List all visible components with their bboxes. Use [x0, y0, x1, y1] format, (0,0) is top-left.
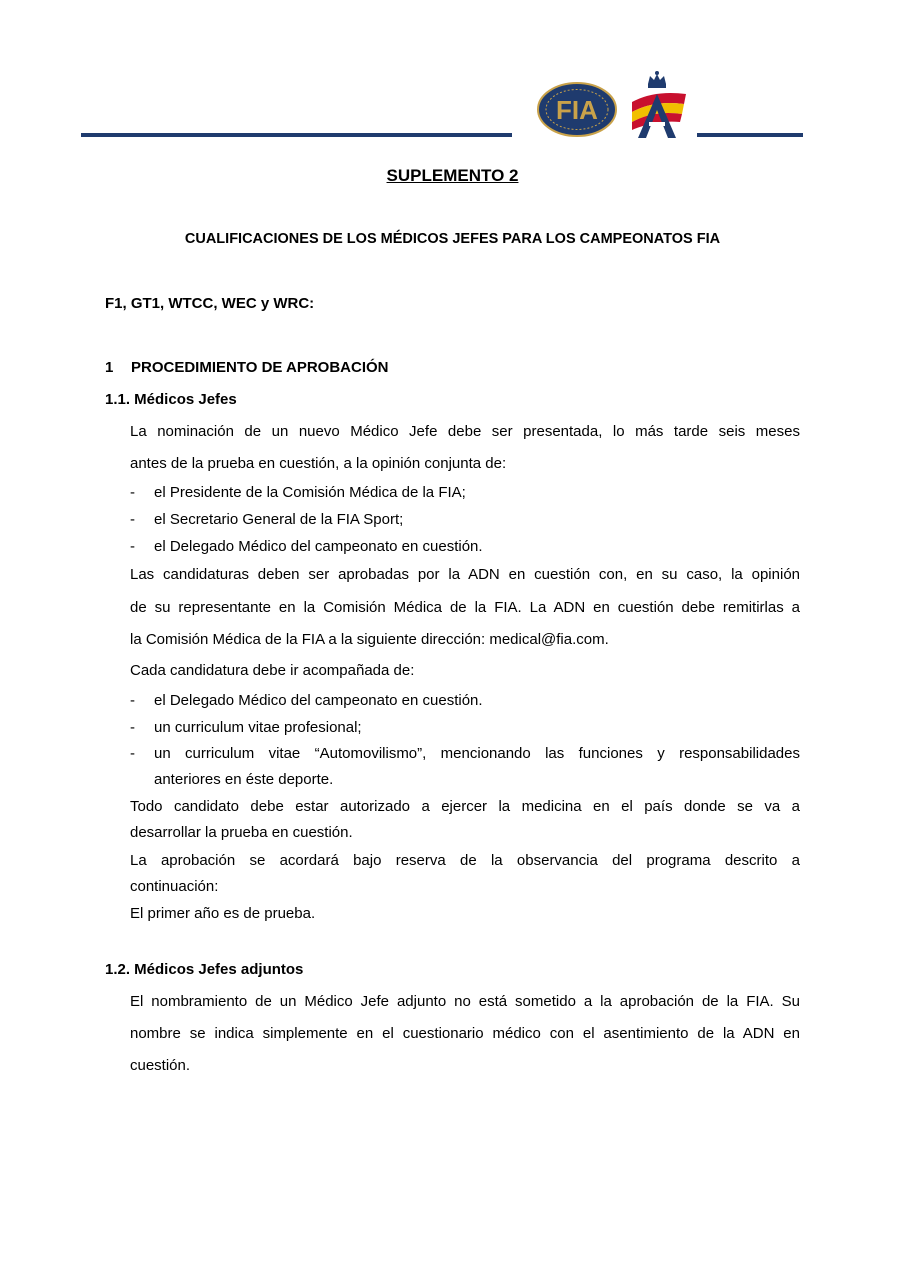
paragraph-2-line-2: de su representante en la Comisión Médica de la FIA. La ADN en cuestión debe remitirlas a	[130, 599, 800, 616]
list-item-continuation: anteriores en éste deporte.	[154, 771, 334, 788]
list-dash: -	[130, 484, 135, 501]
paragraph-1-line-1: La nominación de un nuevo Médico Jefe debe ser presentada, lo más tarde seis meses	[130, 423, 800, 440]
fia-logo-icon	[537, 82, 617, 137]
championships-heading: F1, GT1, WTCC, WEC y WRC:	[105, 295, 315, 312]
paragraph-4-line-1: Todo candidato debe estar autorizado a ejercer la medicina en el país donde se va a	[130, 798, 800, 815]
svg-text:FIA: FIA	[556, 95, 598, 125]
document-title: SUPLEMENTO 2	[386, 166, 519, 185]
list-item: el Delegado Médico del campeonato en cuestión.	[154, 692, 483, 709]
header-rule-right	[697, 133, 803, 137]
paragraph-1-line-2: antes de la prueba en cuestión, a la opinión conjunta de:	[130, 455, 507, 472]
list-dash: -	[130, 692, 135, 709]
list-dash: -	[130, 538, 135, 555]
list-item: un curriculum vitae profesional;	[154, 719, 362, 736]
paragraph-5-line-2: continuación:	[130, 878, 219, 895]
paragraph-3: Cada candidatura debe ir acompañada de:	[130, 662, 415, 679]
paragraph-4-line-2: desarrollar la prueba en cuestión.	[130, 824, 353, 841]
section-1-2-line-1: El nombramiento de un Médico Jefe adjunto no está sometido a la aprobación de la FIA. Su	[130, 993, 800, 1010]
section-1-number: 1	[105, 359, 114, 376]
list-dash: -	[130, 719, 135, 736]
list-item: el Secretario General de la FIA Sport;	[154, 511, 404, 528]
list-item: un curriculum vitae “Automovilismo”, mencionando las funciones y responsabilidades	[154, 745, 800, 762]
rfea-logo-icon	[624, 70, 690, 140]
list-item: el Delegado Médico del campeonato en cuestión.	[154, 538, 483, 555]
header-rule-left	[81, 133, 512, 137]
section-1-2-heading: 1.2. Médicos Jefes adjuntos	[105, 961, 304, 978]
section-1-title: PROCEDIMIENTO DE APROBACIÓN	[131, 359, 389, 376]
document-subtitle: CUALIFICACIONES DE LOS MÉDICOS JEFES PARA LOS CAMPEONATOS FIA	[184, 231, 721, 247]
section-1-2-line-2: nombre se indica simplemente en el cuestionario médico con el asentimiento de la ADN en	[130, 1025, 800, 1042]
paragraph-6: El primer año es de prueba.	[130, 905, 316, 922]
section-1-2-line-3: cuestión.	[130, 1057, 191, 1074]
section-1-1-heading: 1.1. Médicos Jefes	[105, 391, 237, 408]
paragraph-5-line-1: La aprobación se acordará bajo reserva de la observancia del programa descrito a	[130, 852, 800, 869]
list-item: el Presidente de la Comisión Médica de la FIA;	[154, 484, 466, 501]
paragraph-2-line-1: Las candidaturas deben ser aprobadas por la ADN en cuestión con, en su caso, la opinión	[130, 566, 800, 583]
list-dash: -	[130, 511, 135, 528]
paragraph-2-line-3: la Comisión Médica de la FIA a la siguiente dirección: medical@fia.com.	[130, 631, 609, 648]
list-dash: -	[130, 745, 135, 762]
